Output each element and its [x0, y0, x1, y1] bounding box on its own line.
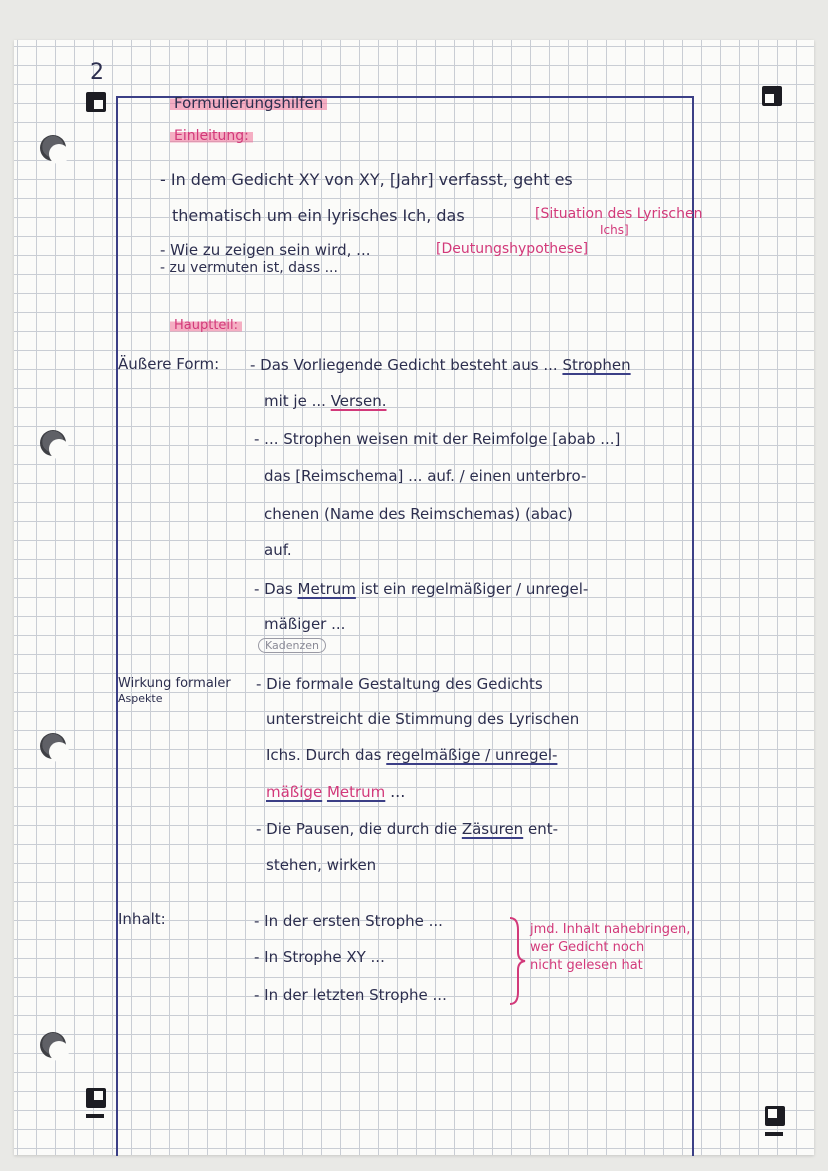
corner-marker-tick	[765, 1132, 783, 1136]
form-line-1-underlined: Strophen	[562, 356, 631, 374]
form-line-1	[250, 356, 631, 374]
section-label-hauptteil: Hauptteil:	[170, 318, 242, 333]
inhalt-item-1: - In der ersten Strophe ...	[254, 912, 443, 930]
binder-hole-4	[40, 1032, 66, 1058]
form-line-5: chenen (Name des Reimschemas) (abac)	[264, 505, 573, 523]
corner-marker-top-right	[762, 86, 782, 106]
form-line-3: - ... Strophen weisen mit der Reimfolge [abab ...]	[254, 430, 621, 448]
form-line-7-rest: ist ein regelmäßiger / unregel-	[360, 580, 589, 598]
wirkung-line-5	[256, 820, 558, 838]
note-hypothese: [Deutungshypothese]	[436, 241, 589, 257]
note-situation: [Situation des Lyrischen	[535, 206, 703, 222]
inhalt-item-3: - In der letzten Strophe ...	[254, 986, 447, 1004]
wirkung-line-2: unterstreicht die Stimmung des Lyrischen	[266, 710, 580, 728]
form-line-7-underlined: Metrum	[297, 580, 356, 598]
section-label-inhalt: Inhalt:	[118, 910, 166, 928]
inhalt-item-2: - In Strophe XY ...	[254, 948, 385, 966]
wirkung-line-4	[266, 782, 405, 801]
wirkung-line-1: - Die formale Gestaltung des Gedichts	[256, 675, 543, 693]
form-line-2-text: mit je ...	[264, 392, 326, 410]
form-line-2	[264, 392, 387, 410]
einleitung-line-1: - In dem Gedicht XY von XY, [Jahr] verfasst, geht es	[160, 170, 573, 189]
wirkung-line-4-rest: ...	[390, 782, 406, 801]
inhalt-note-3: nicht gelesen hat	[530, 958, 643, 973]
corner-marker-tick	[86, 1114, 104, 1118]
form-line-8: mäßiger ...	[264, 615, 346, 633]
form-line-2-underlined: Versen.	[330, 392, 387, 410]
left-margin-line	[116, 96, 118, 1156]
page-number: 2	[90, 60, 104, 85]
wirkung-line-3-underlined: regelmäßige / unregel-	[386, 746, 558, 764]
wirkung-line-4-maessige: mäßige	[266, 783, 323, 801]
corner-marker-top-left	[86, 92, 106, 112]
section-label-aeussere-form: Äußere Form:	[118, 355, 220, 373]
curly-brace	[506, 916, 528, 1006]
einleitung-line-4: - zu vermuten ist, dass ...	[160, 260, 338, 276]
corner-marker-bottom-right	[765, 1106, 785, 1126]
inhalt-note-2: wer Gedicht noch	[530, 940, 645, 955]
inhalt-note-1: jmd. Inhalt nahebringen,	[530, 922, 691, 937]
binder-hole-1	[40, 135, 66, 161]
einleitung-line-3: - Wie zu zeigen sein wird, ...	[160, 241, 371, 259]
section-label-wirkung: Wirkung formaler	[118, 676, 231, 691]
form-line-4: das [Reimschema] ... auf. / einen unterbro-	[264, 467, 587, 485]
note-situation-2: Ichs]	[600, 223, 629, 237]
kadenzen-note: Kadenzen	[258, 638, 326, 653]
form-line-7	[254, 580, 588, 598]
right-margin-line	[692, 96, 694, 1156]
page-heading: Formulierungshilfen	[170, 94, 327, 112]
wirkung-line-3-text: Ichs. Durch das	[266, 746, 382, 764]
wirkung-line-3	[266, 746, 557, 764]
form-line-1-text: - Das Vorliegende Gedicht besteht aus ...	[250, 356, 558, 374]
corner-marker-bottom-left	[86, 1088, 106, 1108]
wirkung-line-5-rest: ent-	[527, 820, 559, 838]
wirkung-line-6: stehen, wirken	[266, 856, 377, 874]
binder-hole-3	[40, 733, 66, 759]
binder-hole-2	[40, 430, 66, 456]
section-label-einleitung: Einleitung:	[170, 128, 253, 144]
einleitung-line-2: thematisch um ein lyrisches Ich, das	[172, 206, 465, 225]
form-line-7-text: - Das	[254, 580, 293, 598]
wirkung-line-5-underlined: Zäsuren	[461, 820, 524, 838]
section-label-wirkung-2: Aspekte	[118, 692, 163, 705]
form-line-6: auf.	[264, 541, 292, 559]
wirkung-line-4-metrum: Metrum	[326, 783, 386, 801]
wirkung-line-5-text: - Die Pausen, die durch die	[256, 820, 458, 838]
